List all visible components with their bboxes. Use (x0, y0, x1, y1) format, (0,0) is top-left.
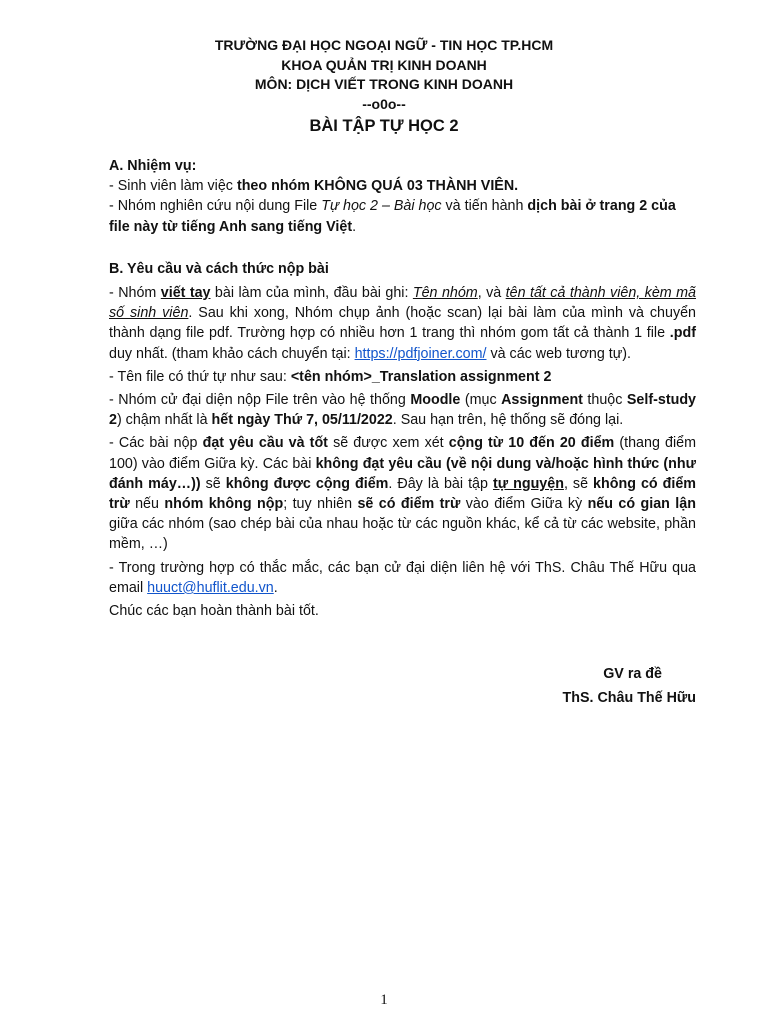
text-run: , sẽ (563, 475, 594, 492)
text-run-bold: nếu có gian lận (587, 496, 696, 513)
text-run-bold: không có điểm trừ (109, 475, 697, 513)
section-a-paragraph-2 (109, 196, 696, 236)
text-run: ) chậm nhất là (116, 412, 212, 429)
section-b-heading: B. Yêu cầu và cách thức nộp bài (109, 260, 329, 277)
text-run: - Nhóm nghiên cứu nội dung File (109, 198, 322, 215)
text-run-bold: nhóm không nộp (164, 496, 284, 513)
text-run: , và (477, 285, 506, 302)
text-run-bold: hết ngày Thứ 7, 05/11/2022 (211, 412, 393, 429)
text-run: - Nhóm (109, 285, 161, 302)
pdfjoiner-link[interactable]: https://pdfjoiner.com/ (354, 345, 487, 362)
text-run-italic-underline: Tên nhóm (412, 285, 478, 302)
text-run: nếu (129, 496, 165, 513)
text-run: - Tên file có thứ tự như sau: (109, 368, 291, 385)
text-run: - Nhóm cử đại diện nộp File trên vào hệ thống (109, 392, 411, 409)
text-run-bold: không được cộng điểm (225, 475, 389, 492)
section-a-paragraph-1 (109, 176, 696, 196)
text-run-bold: theo nhóm KHÔNG QUÁ 03 THÀNH VIÊN. (236, 178, 519, 195)
course-name: MÔN: DỊCH VIẾT TRONG KINH DOANH (254, 76, 514, 92)
text-run-italic-underline: tên tất cả thành viên, kèm mã số sinh viên (109, 285, 696, 322)
section-b-paragraph-4 (109, 433, 696, 554)
text-run: . Sau khi xong, Nhóm chụp ảnh (hoặc scan) lại bài làm của mình và chuyển thành dạng file pdf. Trường hợp có nhiều hơn 1 trang thì nhóm gom tất cả thành 1 file (109, 305, 696, 342)
text-run: - Các bài nộp (109, 435, 203, 452)
text-run: . Đây là bài tập (388, 475, 493, 492)
section-b-paragraph-3 (109, 390, 696, 430)
section-b-paragraph-5 (109, 558, 696, 598)
section-gap (109, 237, 696, 256)
text-run: giữa các nhóm (sao chép bài của nhau hoặc từ các nguồn khác, kể cả từ các website, phần mềm, …) (109, 516, 696, 553)
text-run: vào điểm Giữa kỳ (460, 496, 588, 513)
signature-block (563, 662, 696, 710)
text-run-bold: đạt yêu cầu và tốt (202, 435, 328, 452)
text-run: và tiến hành (441, 198, 528, 215)
text-run-bold: Self-study 2 (109, 392, 697, 429)
text-run: bài làm của mình, đầu bài ghi: (210, 285, 413, 302)
text-run: - Sinh viên làm việc (109, 178, 237, 195)
text-run: (thang điểm 100) vào điểm Giữa kỳ. Các bài (109, 435, 696, 472)
text-run: . (273, 579, 278, 596)
text-run-bold-underline: tự nguyện (492, 475, 564, 492)
text-run-bold: <tên nhóm>_Translation assignment 2 (290, 368, 552, 385)
header-ornament: --o0o-- (362, 95, 406, 112)
text-run-bold: .pdf (669, 325, 696, 342)
text-run-bold: Assignment (501, 392, 583, 409)
text-run-bold: không đạt yêu cầu (về nội dung và/hoặc hình thức (như đánh máy…)) (109, 455, 696, 492)
text-run: duy nhất. (tham khảo cách chuyển tại: (109, 345, 355, 362)
closing-line: Chúc các bạn hoàn thành bài tốt. (109, 603, 319, 620)
text-run: ; tuy nhiên (283, 496, 358, 513)
document-header (0, 36, 768, 138)
text-run-bold: sẽ có điểm trừ (357, 496, 461, 513)
text-run: . (352, 218, 357, 235)
text-run: thuộc (582, 392, 627, 409)
text-run: (mục (460, 392, 502, 409)
text-run: - Trong trường hợp có thắc mắc, các bạn cử đại diện liên hệ với ThS. Châu Thế Hữu qua email (109, 559, 696, 596)
text-run: sẽ được xem xét (327, 435, 449, 452)
text-run: . Sau hạn trên, hệ thống sẽ đóng lại. (392, 412, 624, 429)
contact-email-link[interactable]: huuct@huflit.edu.vn (147, 579, 274, 596)
text-run-italic: Tự học 2 – Bài học (321, 198, 442, 215)
section-b-paragraph-2 (109, 367, 696, 387)
signature-name: ThS. Châu Thế Hữu (562, 690, 696, 706)
text-run: sẽ (200, 475, 226, 492)
page-number: 1 (380, 992, 388, 1008)
section-a-heading: A. Nhiệm vụ: (109, 158, 197, 174)
text-run-bold: cộng từ 10 đến 20 điểm (448, 435, 615, 452)
signature-role: GV ra đề (603, 666, 662, 682)
faculty-name: KHOA QUẢN TRỊ KINH DOANH (281, 56, 487, 73)
text-run: và các web tương tự). (486, 345, 632, 362)
university-name: TRƯỜNG ĐẠI HỌC NGOẠI NGỮ - TIN HỌC TP.HCM (214, 37, 554, 53)
section-b-paragraph-1 (109, 283, 696, 364)
text-run-bold-underline: viết tay (160, 285, 211, 302)
text-run-bold: Moodle (410, 392, 461, 409)
document-body (109, 156, 696, 621)
document-title: BÀI TẬP TỰ HỌC 2 (309, 117, 459, 135)
text-run-bold: dịch bài ở trang 2 của file này từ tiếng Anh sang tiếng Việt (109, 198, 676, 235)
